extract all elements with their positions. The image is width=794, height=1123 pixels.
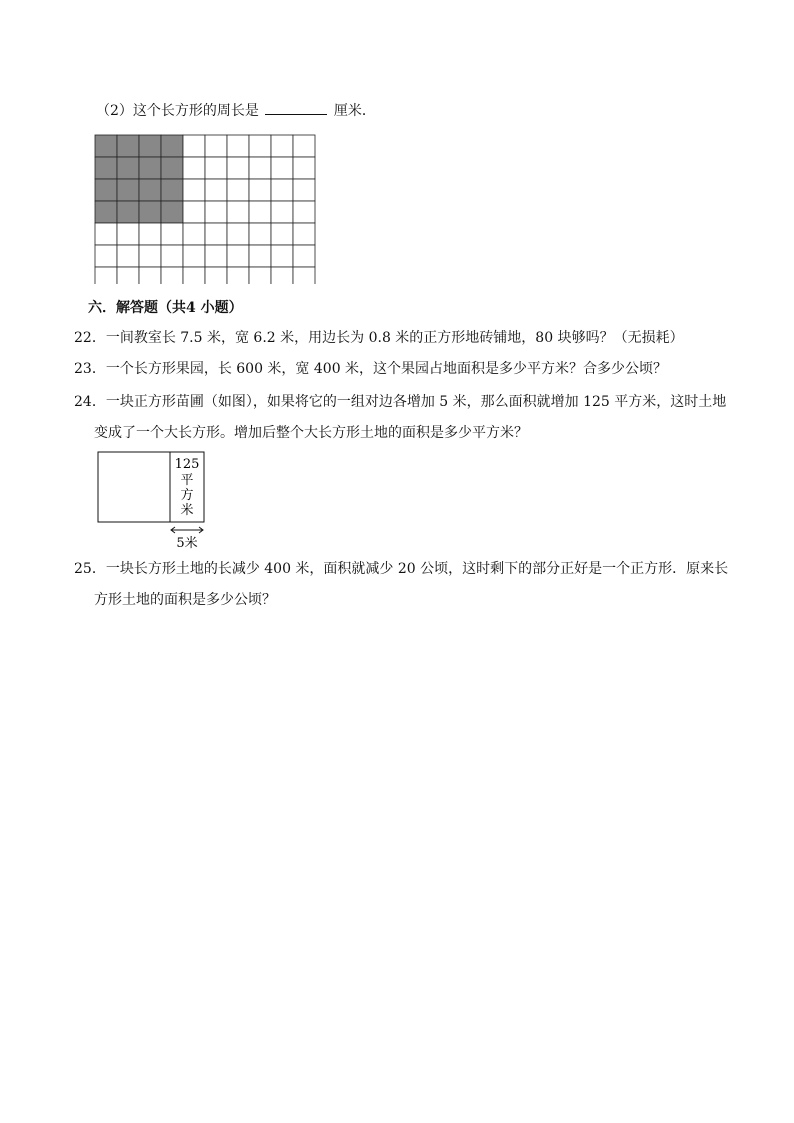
grid-cell-shaded: [161, 157, 183, 179]
grid-cell: [249, 201, 271, 223]
grid-cell: [139, 245, 161, 267]
grid-cell: [95, 223, 117, 245]
grid-cell: [293, 157, 315, 179]
grid-cell: [249, 267, 271, 284]
grid-cell: [271, 223, 293, 245]
strip-area-char-3: 米: [180, 503, 194, 518]
strip-width-label: 5米: [176, 536, 198, 551]
grid-cell-shaded: [95, 201, 117, 223]
grid-cell: [183, 223, 205, 245]
grid-cell: [293, 201, 315, 223]
grid-cell: [95, 245, 117, 267]
grid-cell: [227, 267, 249, 284]
grid-cell: [161, 267, 183, 284]
grid-cell: [249, 157, 271, 179]
grid-cell: [227, 179, 249, 201]
grid-cell: [95, 267, 117, 284]
grid-cell: [205, 157, 227, 179]
grid-cell: [293, 267, 315, 284]
grid-cell: [227, 223, 249, 245]
grid-cell: [249, 223, 271, 245]
question-21-2: [96, 100, 376, 121]
grid-cell: [293, 223, 315, 245]
grid-cell: [227, 245, 249, 267]
question-23: 23．一个长方形果园，长 600 米，宽 400 米，这个果园占地面积是多少平方米？合多少公顷？: [74, 361, 668, 377]
grid-cell: [249, 135, 271, 157]
question-24-line-1: 24．一块正方形苗圃（如图），如果将它的一组对边各增加 5 米，那么面积就增加 125 平方米，这时土地: [74, 394, 727, 410]
grid-cell: [271, 267, 293, 284]
grid-cell-shaded: [161, 179, 183, 201]
question-22: 22．一间教室长 7.5 米，宽 6.2 米，用边长为 0.8 米的正方形地砖铺地，80 块够吗？（无损耗）: [74, 330, 684, 346]
strip-area-char-1: 平: [180, 473, 194, 488]
grid-cell-shaded: [161, 135, 183, 157]
grid-cell-shaded: [95, 135, 117, 157]
grid-cell: [183, 245, 205, 267]
grid-cell: [117, 267, 139, 284]
grid-cell: [205, 179, 227, 201]
grid-cell: [271, 245, 293, 267]
grid-cell: [205, 135, 227, 157]
shaded-grid-figure: [94, 134, 316, 284]
grid-cell: [227, 135, 249, 157]
grid-cell: [293, 179, 315, 201]
question-21-2-suffix: 厘米．: [333, 103, 376, 119]
question-21-2-prefix: （2）这个长方形的周长是: [96, 103, 259, 119]
grid-cell: [183, 179, 205, 201]
grid-cell: [183, 267, 205, 284]
grid-cell: [183, 201, 205, 223]
grid-cell-shaded: [139, 135, 161, 157]
grid-cell: [249, 179, 271, 201]
grid-cell: [227, 201, 249, 223]
answer-blank[interactable]: [265, 100, 327, 115]
grid-cell: [271, 157, 293, 179]
grid-cell: [161, 223, 183, 245]
grid-cell: [205, 267, 227, 284]
grid-cell: [183, 135, 205, 157]
strip-area-char-2: 方: [180, 488, 194, 503]
grid-cell-shaded: [139, 179, 161, 201]
garden-figure: [96, 451, 208, 551]
question-24-line-2: 变成了一个大长方形。增加后整个大长方形土地的面积是多少平方米？: [94, 425, 528, 441]
grid-cell-shaded: [117, 157, 139, 179]
grid-cell: [271, 179, 293, 201]
grid-cell-shaded: [95, 179, 117, 201]
grid-cell: [205, 223, 227, 245]
grid-cell: [293, 135, 315, 157]
grid-cell: [205, 201, 227, 223]
grid-cell: [139, 223, 161, 245]
grid-cell-shaded: [139, 157, 161, 179]
grid-cell-shaded: [117, 201, 139, 223]
question-25-line-1: 25．一块长方形土地的长减少 400 米，面积就减少 20 公顷，这时剩下的部分正好是一个正方形．原来长: [74, 561, 729, 577]
section-6-heading: 六．解答题（共4 小题）: [88, 300, 243, 316]
grid-cell: [271, 135, 293, 157]
grid-cell: [183, 157, 205, 179]
question-25-line-2: 方形土地的面积是多少公顷？: [94, 592, 276, 608]
grid-cell-shaded: [161, 201, 183, 223]
square-garden: [98, 452, 170, 522]
grid-cell-shaded: [139, 201, 161, 223]
grid-cell: [271, 201, 293, 223]
grid-cell: [139, 267, 161, 284]
grid-cell: [161, 245, 183, 267]
grid-cell: [205, 245, 227, 267]
strip-area-number: 125: [174, 457, 200, 472]
grid-cell: [227, 157, 249, 179]
grid-cell-shaded: [117, 179, 139, 201]
grid-cell-shaded: [117, 135, 139, 157]
grid-cell: [117, 245, 139, 267]
grid-cell-shaded: [95, 157, 117, 179]
grid-cell: [249, 245, 271, 267]
grid-cell: [117, 223, 139, 245]
grid-cell: [293, 245, 315, 267]
